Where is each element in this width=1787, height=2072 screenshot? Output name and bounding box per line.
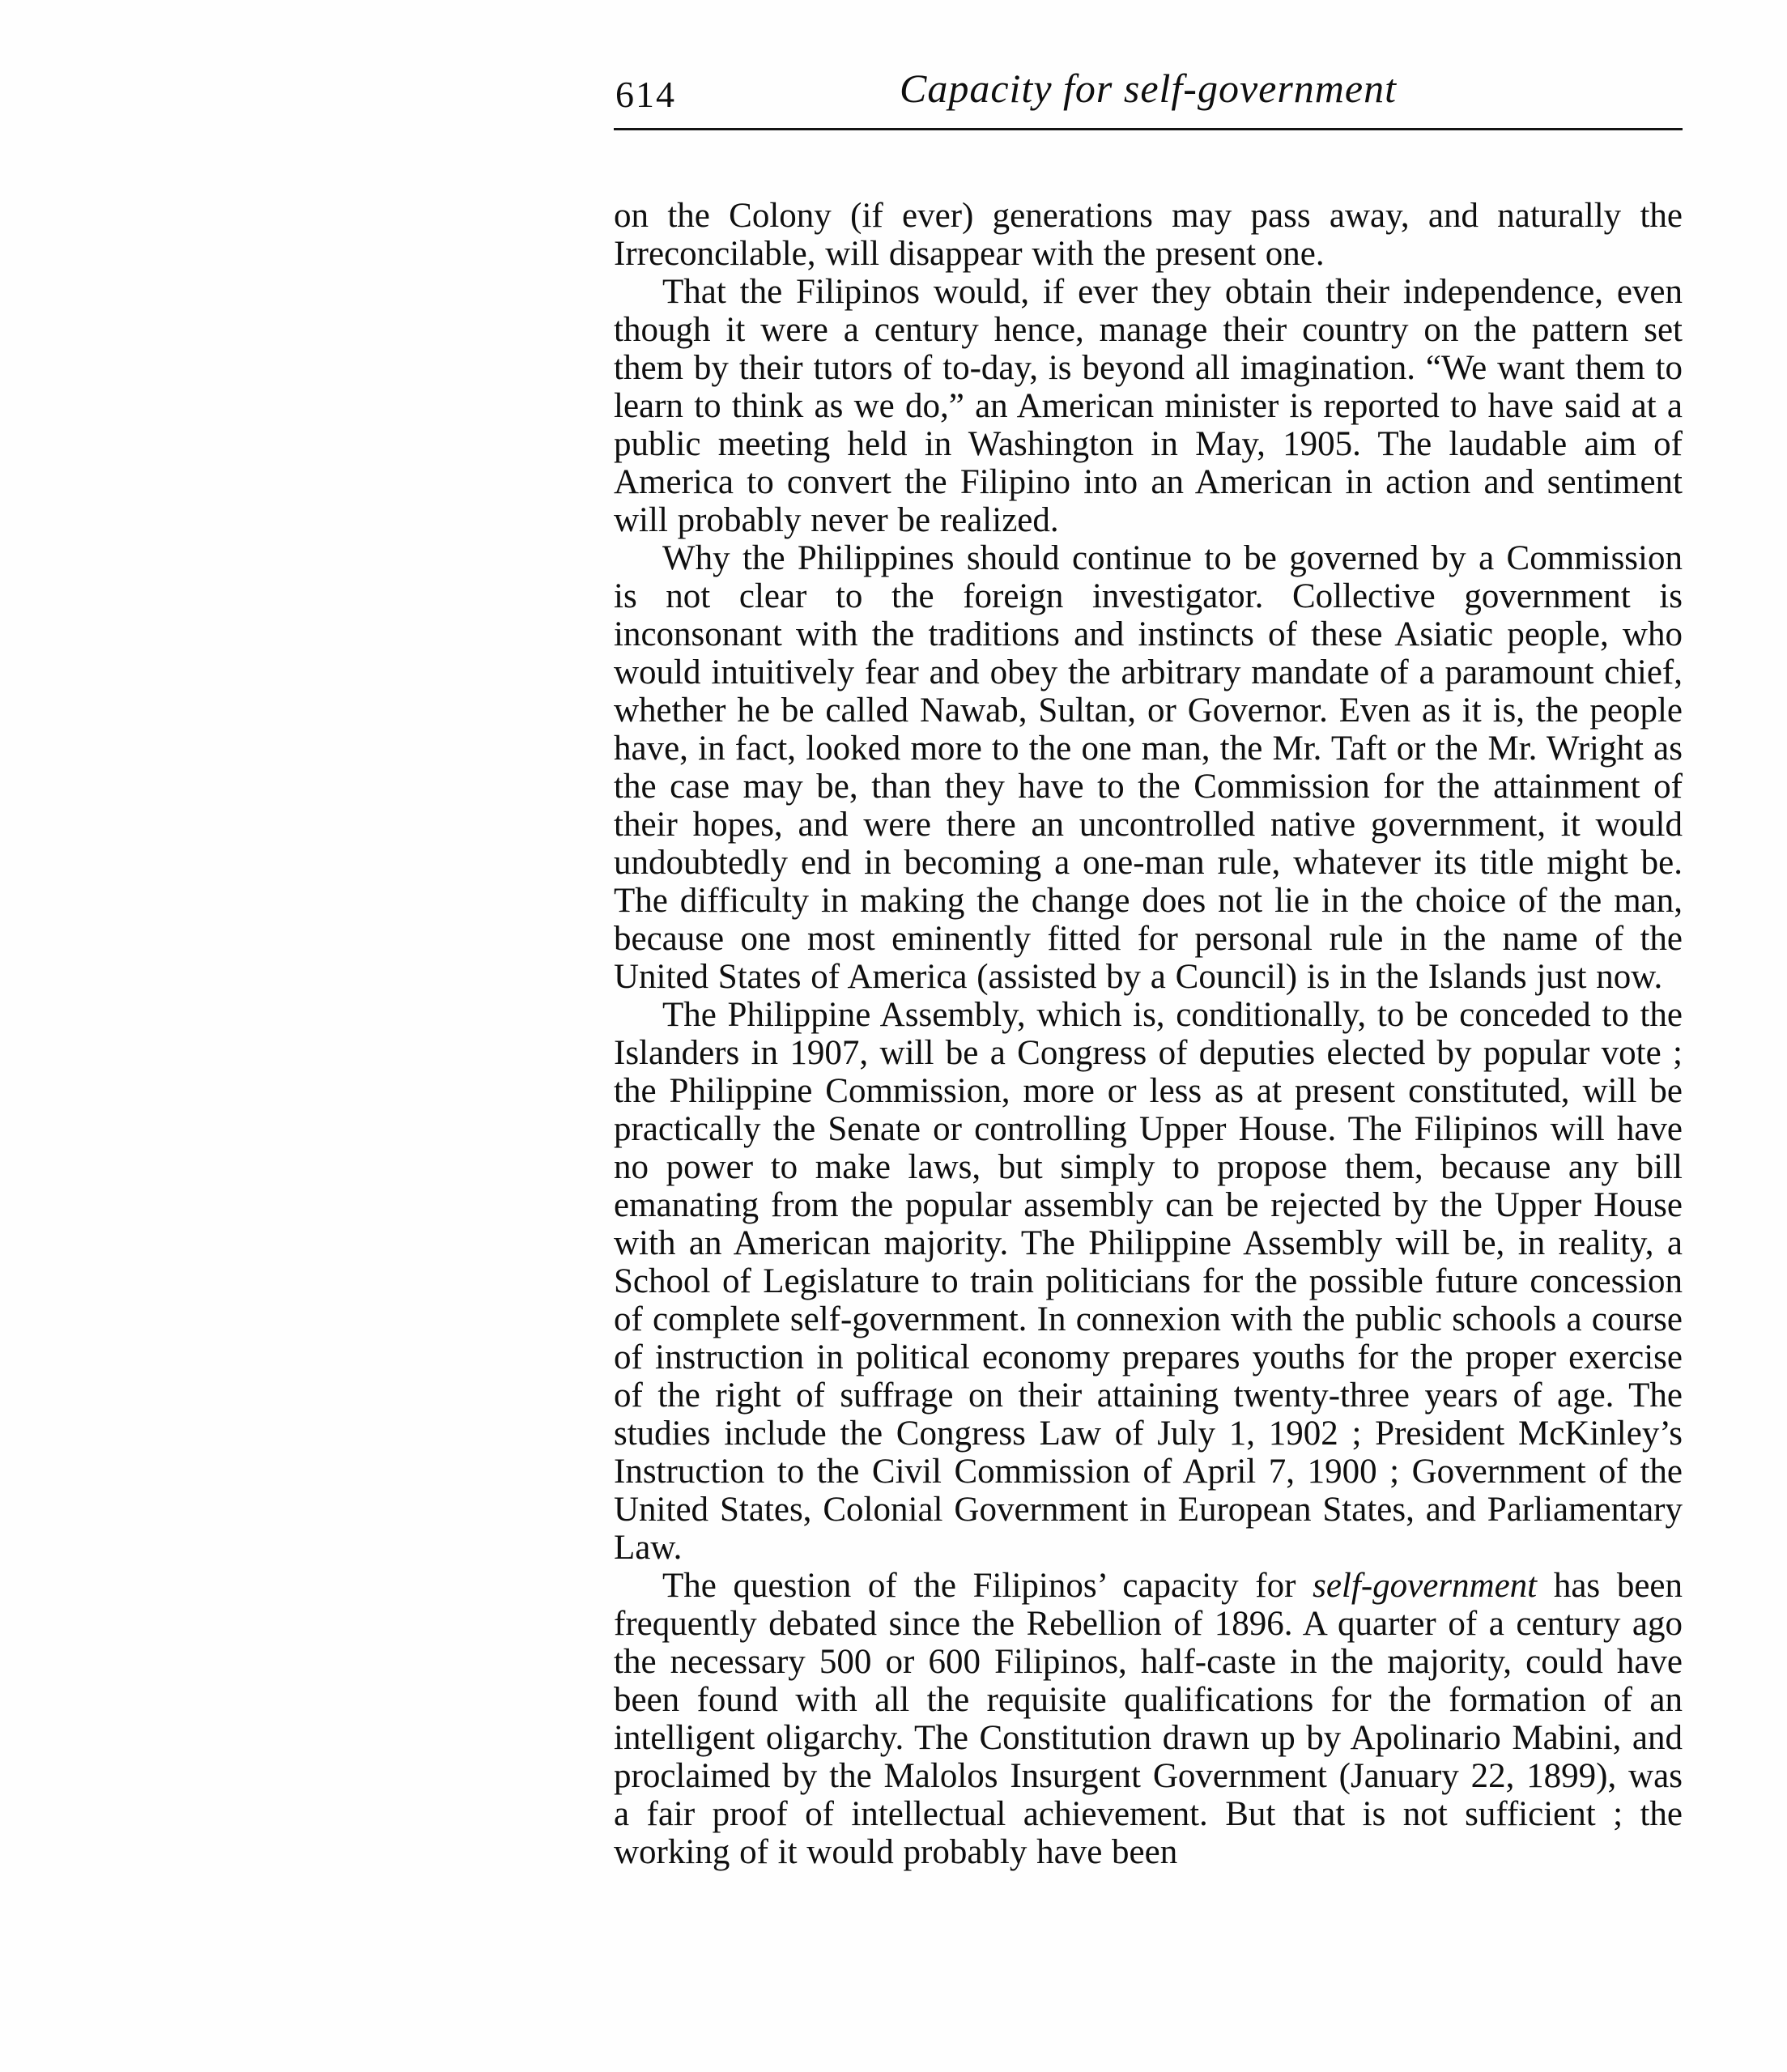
paragraph-4: The Philippine Assembly, which is, conditionally, to be conceded to the Islanders in 1907, will be a Congress of deputies elected by popular vote ; the Philippine Commission, more or less as at present constituted, will be practically the Senate or controlling Upper House. The Filipinos will have no power to make laws, but simply to propose them, because any bill emanating from the popular assembly can be rejected by the Upper House with an American majority. The Philippine Assembly will be, in reality, a School of Legislature to train politicians for the possible future concession of complete self-government. In connexion with the public schools a course of instruction in political economy prepares youths for the proper exercise of the right of suffrage on their attaining twenty-three years of age. The studies include the Congress Law of July 1, 1902 ; President McKinley’s Instruction to the Civil Commission of April 7, 1900 ; Government of the United States, Colonial Government in European States, and Parliamentary Law. — [614, 996, 1683, 1567]
running-title: Capacity for self-government — [900, 66, 1397, 111]
paragraph-3: Why the Philippines should continue to be governed by a Commission is not clear to the foreign investigator. Collective government is inconsonant with the traditions and instincts of these Asiatic people, who would intuitively fear and obey the arbitrary mandate of a paramount chief, whether he be called Nawab, Sultan, or Governor. Even as it is, the people have, in fact, looked more to the one man, the Mr. Taft or the Mr. Wright as the case may be, than they have to the Commission for the attainment of their hopes, and were there an uncontrolled native government, it would undoubtedly end in becoming a one-man rule, whatever its title might be. The difficulty in making the change does not lie in the choice of the man, because one most eminently fitted for personal rule in the name of the United States of America (assisted by a Council) is in the Islands just now. — [614, 539, 1683, 996]
paragraph-1: on the Colony (if ever) generations may pass away, and naturally the Irreconcilable, will disappear with the present one. — [614, 197, 1683, 273]
page-number: 614 — [615, 74, 676, 115]
paragraph-5-italic-term: self-government — [1313, 1567, 1538, 1605]
page-header — [614, 65, 1683, 121]
paragraph-5-text: The question of the Filipinos’ capacity for — [662, 1567, 1313, 1605]
header-rule — [614, 128, 1683, 130]
paragraph-5-continuation: has been frequently debated since the Rebellion of 1896. A quarter of a century ago the necessary 500 or 600 Filipinos, half-caste in the majority, could have been found with all the requisite qualifications for the formation of an intelligent oligarchy. The Constitution drawn up by Apolinario Mabini, and proclaimed by the Malolos Insurgent Government (January 22, 1899), was a fair proof of intellectual achievement. But that is not sufficient ; the working of it would probably have been — [614, 1567, 1683, 1871]
paragraph-5 — [614, 1567, 1683, 1871]
page-text — [614, 197, 1683, 1871]
paragraph-2: That the Filipinos would, if ever they obtain their independence, even though it were a century hence, manage their country on the pattern set them by their tutors of to-day, is beyond all imagination. “We want them to learn to think as we do,” an American minister is reported to have said at a public meeting held in Washington in May, 1905. The laudable aim of America to convert the Filipino into an American in action and sentiment will probably never be realized. — [614, 273, 1683, 539]
